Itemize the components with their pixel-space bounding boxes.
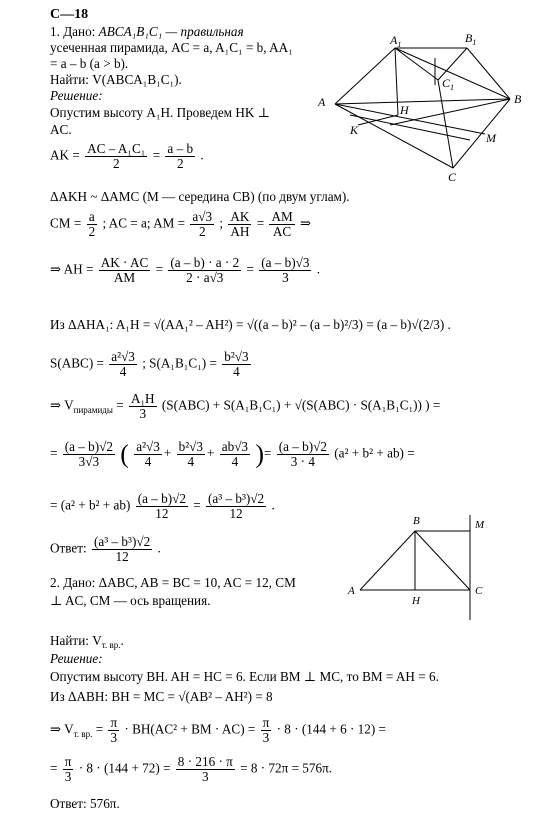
p2-step4: = $\frac{\pi}{3}$ · 8 · (144 + 72) = $\frac{8 \cdot 216 \cdot \pi}{3}$ = 8 · 72π = 576π. (50, 754, 333, 784)
rotation-figure (345, 510, 505, 630)
fig2-label-a: A (348, 585, 355, 597)
fig2-label-h: H (412, 595, 420, 607)
p1-area-formula: S(ABC) = $\frac{\text{a²√3}}{4}$ ; S(A₁B₁C₁) = $\frac{\text{b²√3}}{4}$ (50, 349, 249, 379)
fig2-label-c: C (475, 585, 483, 597)
p1-volume-expand: = $\frac{(a - b)√2}{3√3}$ ( $\frac{\text{a²√3}}{4}$ + $\frac{\text{b²√3}}{4}$ + $\frac{ab√3}{4}$ )= $\frac{(a - b)√2}{3 \cdot 4}$ (a² + b² + ab) = (50, 439, 415, 469)
fig2-label-b: B (413, 515, 420, 527)
pyramid-figure (310, 30, 532, 185)
p2-step2: Из ΔABH: BH = MC = √(AB² – AH²) = 8 (50, 689, 273, 704)
fig1-label-m: M (486, 131, 496, 145)
fig1-label-c: C (448, 170, 457, 184)
p1-cm-formula: CM = $\frac{a}{2}$ ; AC = a; AM = $\frac{a√3}{2}$ ; $\frac{AK}{AH}$ = $\frac{AM}{AC}$ ⇒ (50, 209, 312, 239)
p1-dano: 1. Дано: ABCA₁B₁C₁ — правильная (50, 24, 244, 39)
p1-reshenie: Решение: (50, 88, 103, 103)
page-title: С—18 (50, 7, 89, 22)
fig1-label-b1: B (465, 31, 473, 45)
p1-height-formula: Из ΔAHA₁: A₁H = √(AA₁² – AH²) = √((a – b)² – (a – b)²/3) = (a – b)√(2/3) . (50, 317, 451, 332)
p2-step1: Опустим высоту BH. AH = HC = 6. Если BM ⊥ MC, то BM = AH = 6. (50, 669, 439, 684)
p1-volume-final: = (a² + b² + ab) $\frac{(a - b)√2}{12}$ = $\frac{\text{(a³ – b³)√2}}{12}$ . (50, 491, 275, 521)
p1-dano-c: = a – b (a > b). (50, 56, 129, 71)
p2-step3: ⇒ $V_{т. вр.}$ = $\frac{\pi}{3}$ · BH(AC² + BM · AC) = $\frac{\pi}{3}$ · 8 · (144 + 6 · 12) = (50, 715, 386, 745)
p1-similarity: ΔAKH ~ ΔAMC (M — середина CB) (по двум углам). (50, 189, 350, 204)
fig1-label-h: H (400, 103, 409, 117)
p1-volume-formula: ⇒ $V_{пирамиды}$ = $\frac{\text{A₁H}}{3}$ (S(ABC) + S(A₁B₁C₁) + √(S(ABC) · S(A₁B₁C₁)) ) = (50, 391, 441, 421)
p2-dano-b: ⊥ AC, CM — ось вращения. (50, 593, 211, 608)
svg-text:B1: $B_1$ (465, 31, 477, 47)
p1-dano-b: усеченная пирамида, AC = a, A₁C₁ = b, AA₁ (50, 40, 293, 55)
fig1-label-c1: C (442, 76, 451, 90)
p1-step1: Опустим высоту A₁H. Проведем HK ⊥ (50, 105, 271, 120)
fig1-label-k: K (350, 123, 359, 137)
p2-najti: Найти: $V_{т. вр.}$. (50, 633, 124, 650)
p1-answer: Ответ: $\frac{\text{(a³ – b³)√2}}{12}$ . (50, 534, 161, 564)
fig2-label-m: M (475, 519, 485, 531)
fig1-label-a: A (318, 95, 326, 109)
svg-text:C1: $C_1$ (442, 76, 455, 92)
p2-answer: Ответ: 576π. (50, 796, 120, 811)
p1-step1b: AC. (50, 122, 72, 137)
p1-ah-formula: ⇒ AH = $\frac{AK \cdot AC}{AM}$ = $\frac{(a - b) \cdot a \cdot 2}{2 \cdot a√3}$ = $\frac{(a - b)√3}{3}$ . (50, 255, 321, 285)
p2-reshenie: Решение: (50, 651, 103, 666)
svg-text:A1: $A_1$ (390, 33, 402, 49)
p1-ak-formula: AK = $\frac{\text{AC – A₁C₁}}{2}$ = $\frac{a - b}{2}$ . (50, 141, 204, 171)
p1-najti: Найти: V(ABCA₁B₁C₁). (50, 72, 182, 87)
fig1-label-a1: A (390, 33, 398, 47)
fig1-label-b: B (514, 92, 522, 106)
p2-dano: 2. Дано: ΔABC, AB = BC = 10, AC = 12, CM (50, 575, 296, 590)
